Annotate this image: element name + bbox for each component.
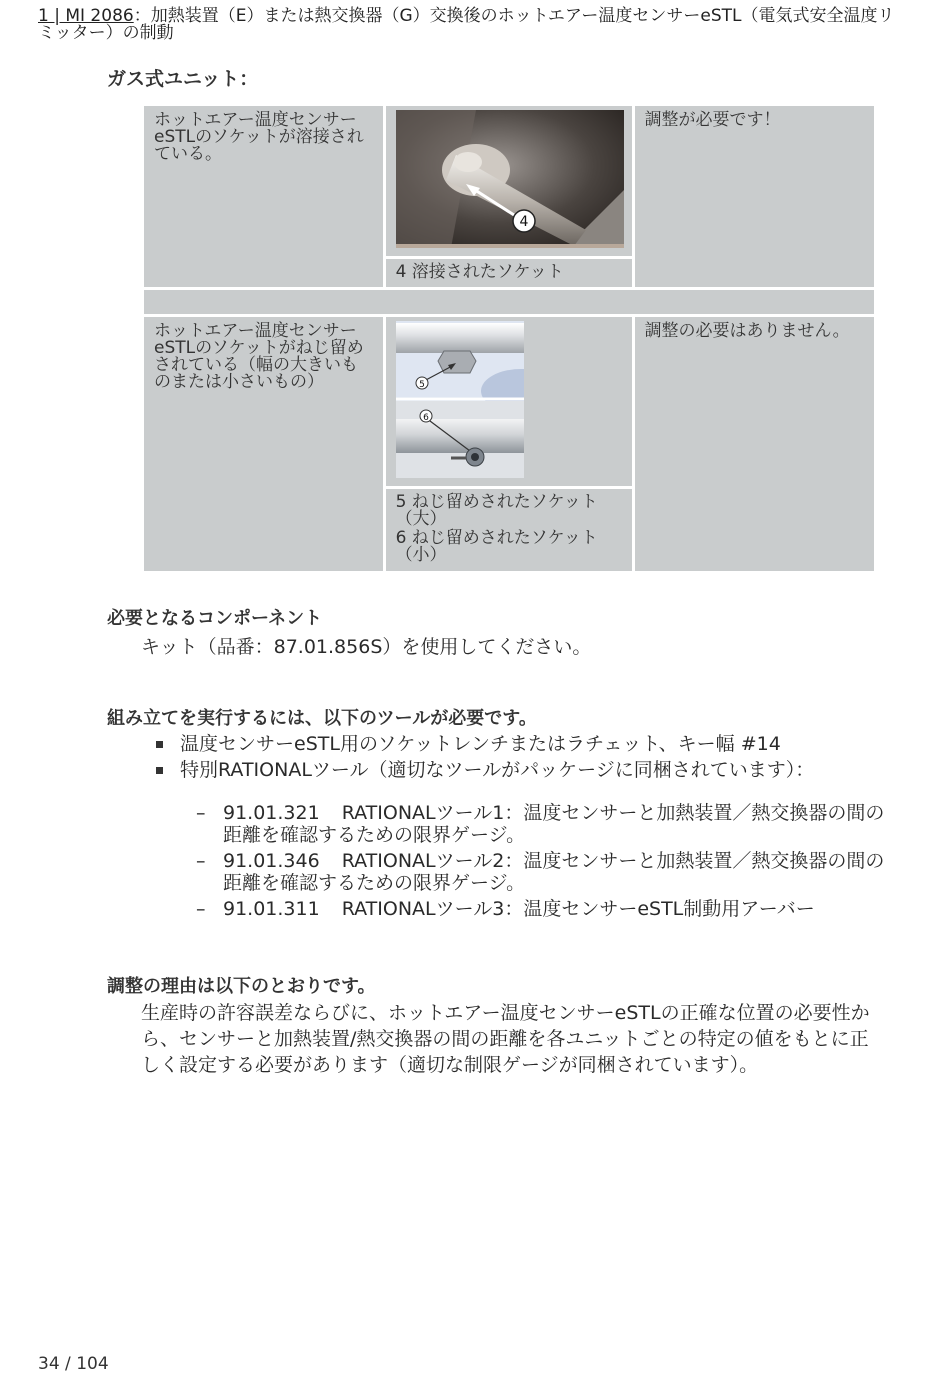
part-description: RATIONALツール3：温度センサーeSTL制動用アーバー — [341, 898, 815, 920]
part-description: RATIONALツール1：温度センサーと加熱装置／熱交換器の間の距離を確認するための限界ゲージ。 — [223, 802, 885, 846]
current-page: 34 — [38, 1354, 60, 1374]
reason-text: 生産時の許容誤差ならびに、ホットエアー温度センサーeSTLの正確な位置の必要性から、センサーと加熱装置/熱交換器の間の距離を各ユニットごとの特定の値をもとに正しく設定する必要があります（適切な制限ゲージが同梱されています）。 — [141, 1002, 870, 1076]
callout-5: 5 — [418, 380, 425, 390]
image-cell — [386, 317, 632, 486]
section-heading-gas-unit: ガス式ユニット： — [107, 68, 259, 90]
list-item: – 91.01.346 RATIONALツール2：温度センサーと加熱装置／熱交換器の間の距離を確認するための限界ゲージ。 — [196, 850, 885, 894]
welded-socket-photo — [396, 110, 624, 248]
callout-4: 4 — [519, 214, 529, 230]
tools-detail-list — [196, 802, 886, 924]
list-item-text: 特別RATIONALツール（適切なツールがパッケージに同梱されています）： — [180, 759, 815, 781]
bullet-square — [156, 741, 163, 748]
table-spacer-row — [144, 290, 874, 314]
part-number: 91.01.321 — [223, 802, 320, 824]
components-heading: 必要となるコンポーネント — [107, 608, 323, 629]
table-row — [144, 317, 874, 486]
caption-line-small: 6 ねじ留めされたソケット（小） — [395, 528, 598, 565]
document-title: ：加熱装置（E）または熱交換器（G）交換後のホットエアー温度センサーeSTL（電気式安全温度リミッター）の制動 — [38, 6, 895, 43]
bullet-square — [156, 767, 163, 774]
image-cell — [386, 106, 632, 256]
page-number — [38, 1354, 109, 1374]
part-number: 91.01.311 — [223, 898, 320, 920]
socket-type-table — [141, 103, 877, 574]
components-text: キット（品番：87.01.856S）を使用してください。 — [141, 636, 592, 658]
list-item — [150, 734, 880, 754]
list-item: – 91.01.311 RATIONALツール3：温度センサーeSTL制動用アーバー — [196, 898, 815, 920]
image-caption: 4 溶接されたソケット — [386, 259, 632, 287]
condition-cell: ホットエアー温度センサーeSTLのソケットが溶接されている。 — [144, 106, 383, 287]
callout-6: 6 — [422, 413, 429, 423]
caption-line-large: 5 ねじ留めされたソケット（大） — [395, 492, 598, 529]
spacer-cell — [144, 290, 874, 314]
list-item-text: 温度センサーeSTL用のソケットレンチまたはラチェット、キー幅 #14 — [180, 733, 781, 755]
list-item: – 91.01.321 RATIONALツール1：温度センサーと加熱装置／熱交換器の間の距離を確認するための限界ゲージ。 — [196, 802, 885, 846]
screwed-socket-diagram — [396, 321, 524, 478]
document-id: 1 | MI 2086 — [38, 6, 134, 26]
part-description: RATIONALツール2：温度センサーと加熱装置／熱交換器の間の距離を確認するための限界ゲージ。 — [223, 850, 885, 894]
page-header — [38, 8, 898, 42]
condition-cell: ホットエアー温度センサーeSTLのソケットがねじ留めされている（幅の大きいものまたは小さいもの） — [144, 317, 383, 571]
tools-bullet-list — [150, 734, 880, 786]
table-row — [144, 106, 874, 256]
list-item — [150, 760, 880, 780]
part-number: 91.01.346 — [223, 850, 320, 872]
image-caption — [386, 489, 632, 571]
total-pages: 104 — [76, 1354, 109, 1374]
page-separator: / — [65, 1354, 71, 1374]
result-cell: 調整の必要はありません。 — [635, 317, 874, 571]
reason-heading: 調整の理由は以下のとおりです。 — [107, 976, 376, 997]
result-cell: 調整が必要です！ — [635, 106, 874, 287]
tools-heading: 組み立てを実行するには、以下のツールが必要です。 — [107, 708, 537, 729]
